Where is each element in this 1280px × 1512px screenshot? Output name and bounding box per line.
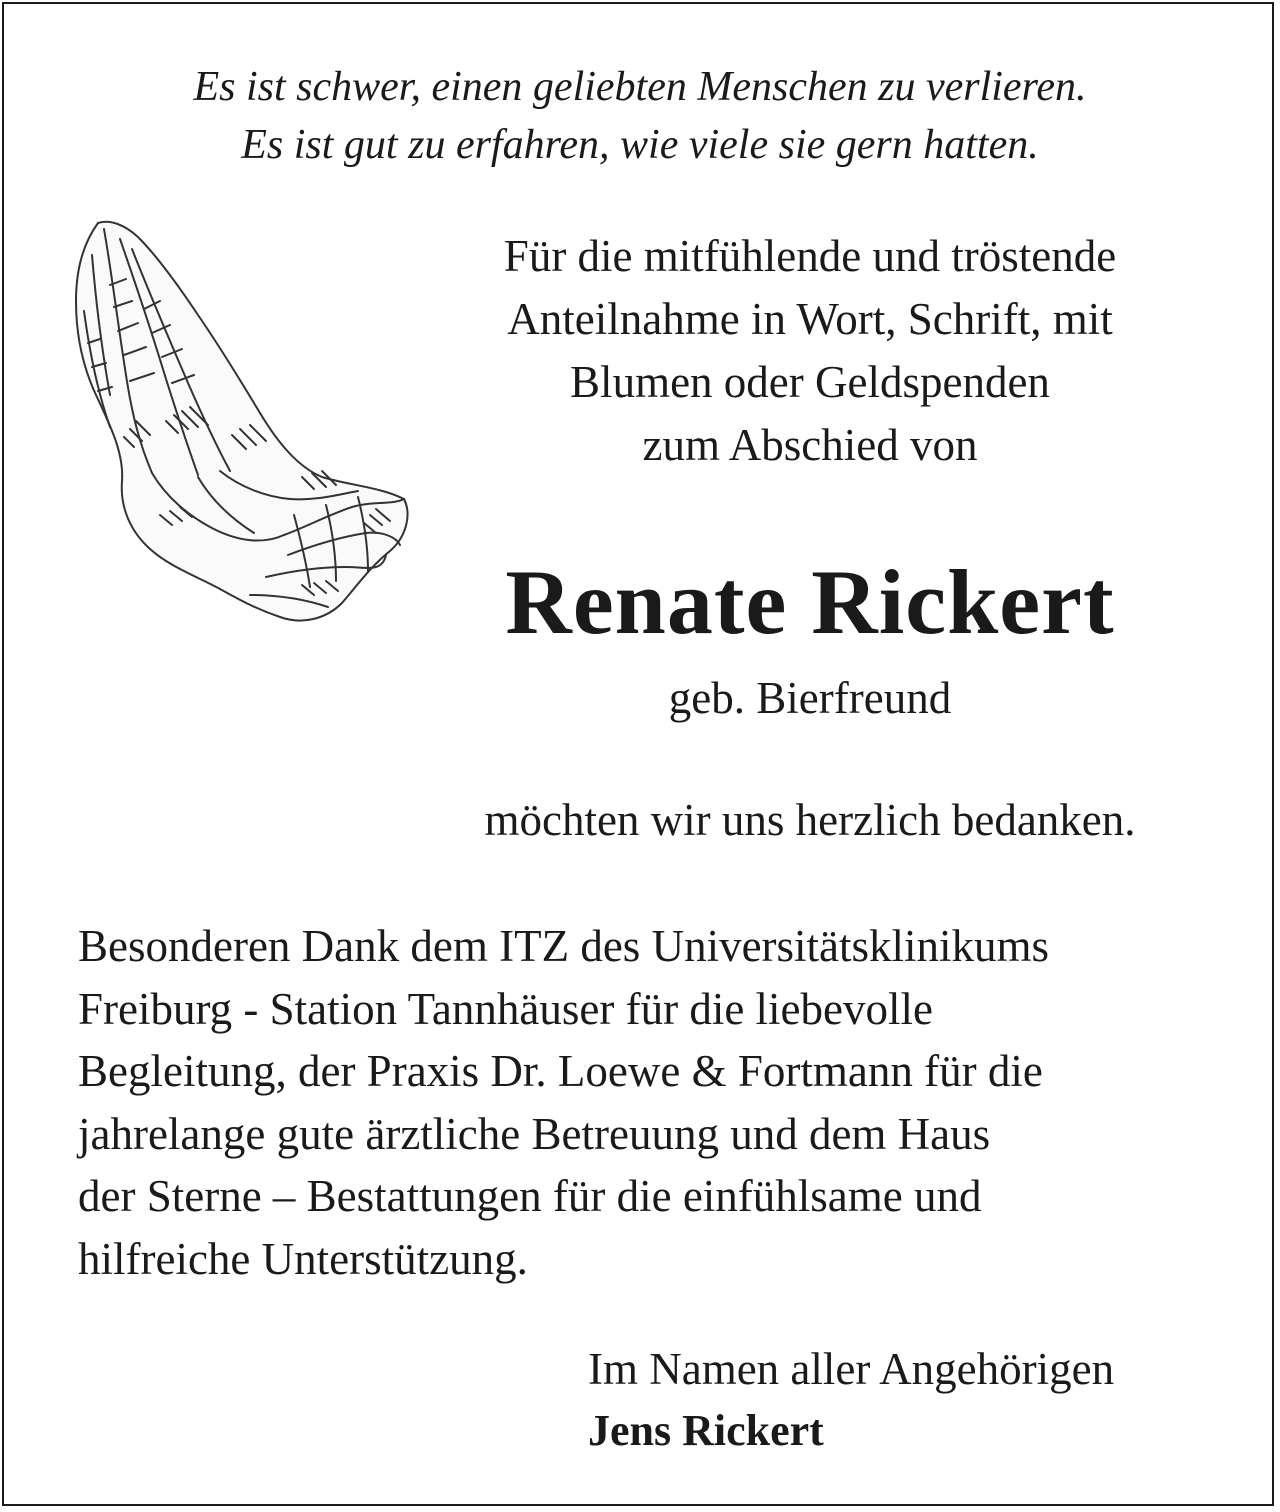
signature-intro: Im Namen aller Angehörigen bbox=[588, 1344, 1115, 1394]
special-thanks-line: jahrelange gute ärztliche Betreuung und dem Haus bbox=[78, 1108, 991, 1159]
special-thanks-line: Besonderen Dank dem ITZ des Universitätsklinikums bbox=[78, 921, 1050, 971]
praying-hands-icon bbox=[70, 215, 415, 635]
thanks-line: Für die mitfühlende und tröstende bbox=[503, 231, 1117, 281]
thanks-text bbox=[410, 225, 1210, 477]
signature-block bbox=[588, 1338, 1114, 1462]
signature-name: Jens Rickert bbox=[588, 1406, 824, 1455]
special-thanks-line: der Sterne – Bestattungen für die einfühlsame und bbox=[78, 1171, 982, 1221]
closing-thanks: möchten wir uns herzlich bedanken. bbox=[484, 795, 1136, 845]
special-thanks-line: Begleitung, der Praxis Dr. Loewe & Fortmann für die bbox=[78, 1046, 1043, 1096]
thanks-line: Blumen oder Geldspenden bbox=[570, 357, 1050, 407]
thanks-line: Anteilnahme in Wort, Schrift, mit bbox=[507, 294, 1113, 344]
motto-line-1: Es ist schwer, einen geliebten Menschen zu verlieren. bbox=[193, 64, 1087, 110]
special-thanks-paragraph bbox=[78, 915, 1218, 1290]
birth-name: geb. Bierfreund bbox=[668, 673, 952, 723]
thanks-line: zum Abschied von bbox=[642, 420, 978, 470]
motto-line-2: Es ist gut zu erfahren, wie viele sie gern hatten. bbox=[241, 122, 1039, 168]
special-thanks-line: hilfreiche Unterstützung. bbox=[78, 1233, 528, 1284]
deceased-name: Renate Rickert bbox=[505, 551, 1115, 653]
special-thanks-line: Freiburg - Station Tannhäuser für die liebevolle bbox=[78, 983, 933, 1034]
